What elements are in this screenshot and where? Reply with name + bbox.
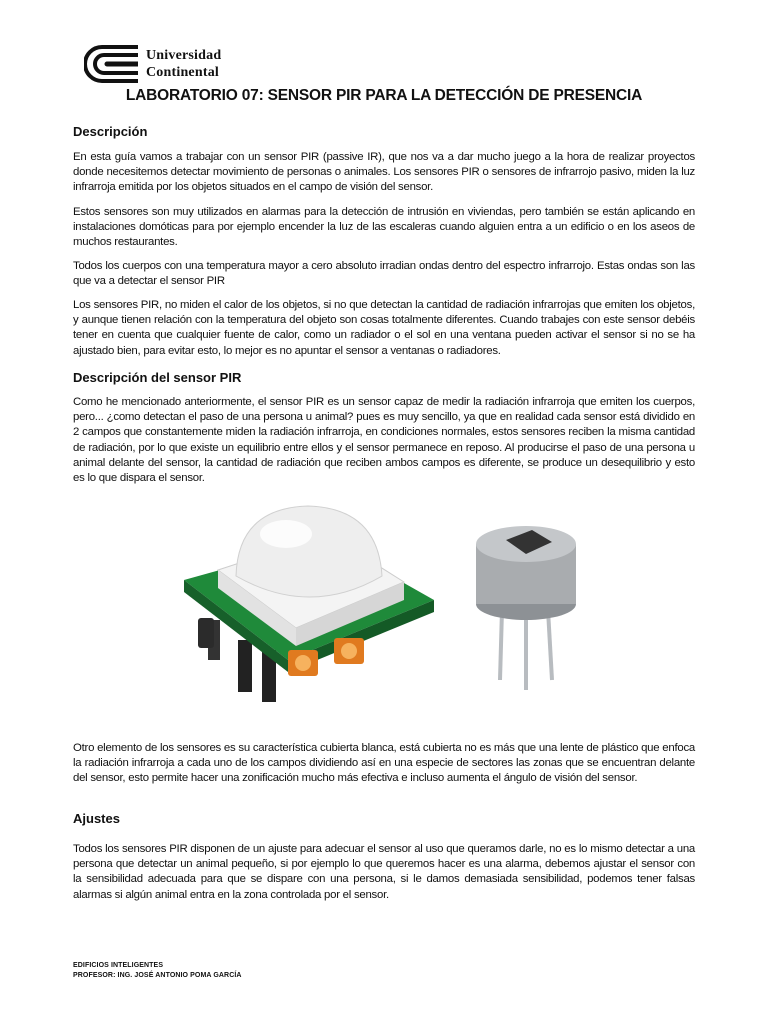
university-logo — [84, 44, 244, 84]
logo-text-line2: Continental — [146, 65, 219, 80]
pir-module-image — [178, 500, 440, 712]
pir-sensor-can-image — [472, 520, 580, 692]
paragraph-sensor-1: Como he mencionado anteriormente, el sensor PIR es un sensor capaz de medir la radiación infrarroja que emiten los cuerpos, pero... ¿como detectan el paso de una persona u animal? pues es muy sencillo, ya que en realidad cada sensor está dividido en 2 campos que constantemente miden la radiación infrarroja, en condiciones normales, estos sensores reciben la misma cantidad de radiación, por lo que existe un equilibrio entre ellos y el sensor permanece en reposo. Al producirse el paso de una persona u animal delante del sensor, la cantidad de radiación que reciben ambos campos es diferente, se produce un desequilibrio y esto es lo que dispara el sensor. — [73, 396, 695, 485]
paragraph-descripcion-4: Los sensores PIR, no miden el calor de los objetos, si no que detectan la cantidad de radiación infrarrojas que emiten los objetos, y aunque tienen relación con la temperatura del objeto son cosas totalmente diferentes. Cuando trabajes con este sensor debéis tener en cuenta que cualquier fuente de calor, como un radiador o el sol en una ventana pueden activar el sensor si no se ha ajustado bien, para evitar esto, lo mejor es no apuntar el sensor a ventanas o radiadores. — [73, 299, 695, 357]
university-logo-mark-icon — [84, 44, 140, 84]
paragraph-descripcion-2: Estos sensores son muy utilizados en alarmas para la detección de intrusión en viviendas, pero también se están aplicando en instalaciones domóticas para por ejemplo encender la luz de las escaleras cuando alguien entra a un edificio o en los aseos de muchos restaurantes. — [73, 206, 695, 249]
heading-sensor-pir: Descripción del sensor PIR — [73, 370, 242, 385]
paragraph-ajustes-1: Todos los sensores PIR disponen de un ajuste para adecuar el sensor al uso que queramos darle, no es lo mismo detectar a una persona que detectar un animal pequeño, si por ejemplo lo que queremos hacer es una alarma, debemos ajustar el sensor con la sensibilidad adecuada para que se dispare con una persona, si le damos demasiada sensibilidad, podemos tener falsas alarmas si algún animal entra en la zona controlada por el sensor. — [73, 843, 695, 901]
logo-text-line1: Universidad — [146, 48, 222, 63]
paragraph-sensor-2: Otro elemento de los sensores es su característica cubierta blanca, está cubierta no es más que una lente de plástico que enfoca la radiación infrarroja a cada uno de los campos dividiendo así en una especie de sectores las zonas que se encuentran delante del sensor, esto permite hacer una zonificación mucho más efectiva e incluso aumenta el ángulo de visión del sensor. — [73, 742, 695, 785]
page-title: LABORATORIO 07: SENSOR PIR PARA LA DETECCIÓN DE PRESENCIA — [125, 87, 643, 104]
footer-professor: PROFESOR: ING. JOSÉ ANTONIO POMA GARCÍA — [73, 972, 242, 979]
heading-ajustes: Ajustes — [73, 811, 120, 826]
footer-course: EDIFICIOS INTELIGENTES — [73, 962, 164, 969]
paragraph-descripcion-3: Todos los cuerpos con una temperatura mayor a cero absoluto irradian ondas dentro del espectro infrarrojo. Estas ondas son las que va a detectar el sensor PIR — [73, 260, 695, 288]
heading-descripcion: Descripción — [73, 124, 148, 139]
paragraph-descripcion-1: En esta guía vamos a trabajar con un sensor PIR (passive IR), que nos va a dar mucho juego a la hora de realizar proyectos donde necesitemos detectar movimiento de personas o animales. Los sensores PIR o sensores de infrarrojo pasivo, miden la luz infrarroja emitida por los objetos situados en el campo de visión del sensor. — [73, 151, 695, 194]
